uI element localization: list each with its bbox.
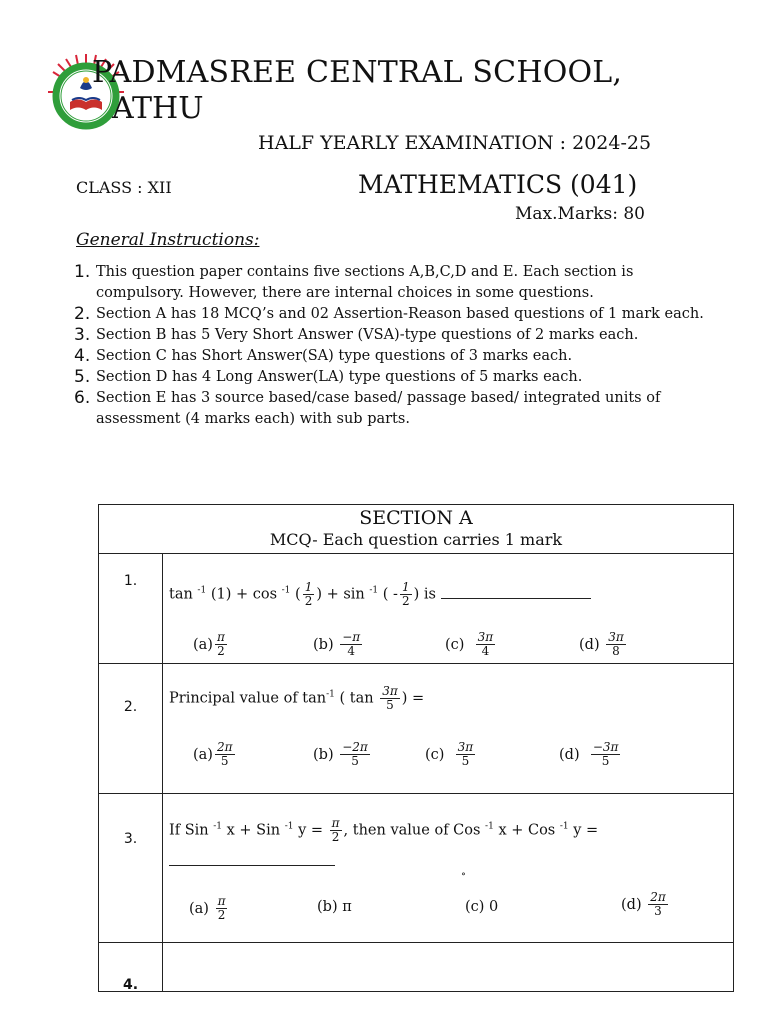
question-number: 3. [123, 831, 138, 847]
option-c: (c) $\frac{3\pi}{4}$ [445, 630, 494, 658]
fraction: $\frac{3\pi}{5}$ [382, 684, 398, 712]
section-title: SECTION A [359, 507, 473, 529]
column-divider [162, 553, 163, 991]
option-d: (d) $\frac{3\pi}{8}$ [579, 630, 624, 658]
option-a: (a) $\frac{2\pi}{5}$ [193, 740, 233, 768]
subject-title: MATHEMATICS (041) [358, 170, 638, 199]
row-divider [99, 942, 733, 943]
option-a: (a) $\frac{\pi}{2}$ [193, 630, 225, 658]
instruction-item: 3. Section B has 5 Very Short Answer (VSA)-type questions of 2 marks each. [74, 325, 639, 345]
class-label: CLASS : XII [76, 178, 172, 197]
school-name: PADMASREE CENTRAL SCHOOL, [92, 55, 623, 90]
instruction-item: 5. Section D has 4 Long Answer(LA) type questions of 5 marks each. [74, 367, 583, 387]
instruction-item: 1. This question paper contains five sections A,B,C,D and E. Each section is compulsory. However, there are internal choices in some questions. [74, 262, 634, 301]
max-marks: Max.Marks: 80 [515, 204, 645, 224]
row-divider [99, 793, 733, 794]
school-location: ATHU [112, 91, 204, 126]
option-b: (b) $\frac{-\pi}{4}$ [313, 630, 361, 658]
question-number: 2. [123, 699, 138, 715]
fraction: $\frac{1}{2}$ [304, 580, 313, 608]
option-b: (b) $\frac{-2\pi}{5}$ [313, 740, 368, 768]
question-2-text: Principal value of $\tan^{-1}$ ( tan $\frac{3\pi}{5}$ ) = [169, 684, 425, 712]
option-d: (d) $\frac{-3\pi}{5}$ [559, 740, 619, 768]
question-table [98, 504, 734, 992]
instruction-item: 4. Section C has Short Answer(SA) type questions of 3 marks each. [74, 346, 573, 366]
option-b: (b) π [317, 899, 352, 915]
option-a: (a) $\frac{\pi}{2}$ [189, 894, 226, 922]
question-3-text: If Sin $^{-1}$ x + Sin $^{-1}$ y = $\frac{\pi}{2}$ , then value of Cos $^{-1}$ x + Cos $^{-1}$ y = [169, 816, 599, 844]
instruction-item: 2. Section A has 18 MCQ’s and 02 Assertion-Reason based questions of 1 mark each. [74, 304, 704, 324]
instructions-heading: General Instructions: [76, 230, 260, 250]
option-c: (c) $\frac{3\pi}{5}$ [425, 740, 474, 768]
exam-title: HALF YEARLY EXAMINATION : 2024-25 [258, 132, 652, 154]
fraction: $\frac{1}{2}$ [401, 580, 410, 608]
option-d: (d) $\frac{2\pi}{3}$ [621, 890, 666, 918]
section-subtitle: MCQ- Each question carries 1 mark [269, 530, 563, 549]
question-number: 4. [122, 977, 139, 993]
fraction: $\frac{\pi}{2}$ [331, 816, 340, 844]
option-c: (c) 0 [465, 899, 499, 915]
question-number: 1. [123, 573, 138, 589]
question-1-text: tan $^{-1}$ (1) + cos $^{-1}$ ( $\frac{1}{2}$ ) + sin $^{-1}$ ( - $\frac{1}{2}$ ) is [169, 581, 591, 608]
instructions-list [74, 262, 714, 430]
stray-mark: ∘ [461, 869, 466, 880]
row-divider [99, 553, 733, 554]
answer-blank [169, 849, 335, 866]
answer-blank [441, 598, 591, 599]
instruction-item: 6. Section E has 3 source based/case based/ passage based/ integrated units of assessment (4 marks each) with sub parts. [74, 388, 661, 427]
row-divider [99, 663, 733, 664]
